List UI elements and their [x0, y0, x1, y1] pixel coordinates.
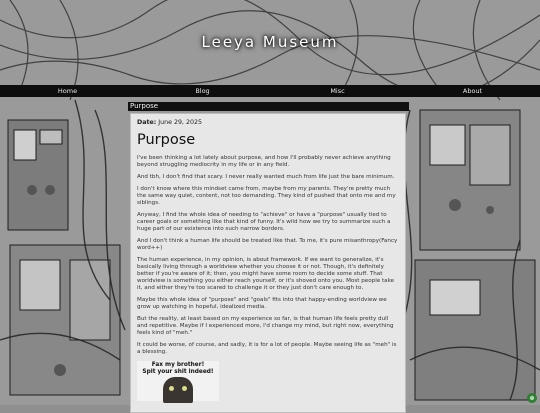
- meme-caption-line: Fax my brother!: [151, 362, 205, 368]
- nav-home-link[interactable]: Home: [57, 87, 78, 95]
- meme-image: [137, 361, 219, 401]
- nav-misc-link[interactable]: Misc: [330, 87, 345, 95]
- post-paragraph: And tbh, I don't find that scary. I never really wanted much from life just the bare minimum.: [137, 174, 395, 180]
- post-paragraph: Maybe this whole idea of "purpose" and "goals" fits into that happy-ending worldview we grow up watching in hopeful, idealized media.: [137, 297, 387, 310]
- post-paragraph: But the reality, at least based on my experience so far, is that human life feels pretty dull and repetitive. Maybe if I experienced more, I'd change my mind, but right now, everything feels kind of "meh.": [137, 316, 394, 336]
- corner-logo-icon: [526, 392, 538, 404]
- post-paragraph: The human experience, in my opinion, is about framework. If we want to generalize, it's basically living through a worldview whether you choose it or not. Though, it's definitely better if you're aware of it; then, you might have some room to decide some stuff. That worldview is something you either reach yourself, or it's shoved onto you. Most people take it, and either they're too scared to challenge it or they just don't care enough to.: [137, 257, 395, 291]
- site-title[interactable]: Leeya Museum: [201, 33, 339, 51]
- post-paragraph: I don't know where this mindset came from, maybe from my parents. They're pretty much the same way quiet, content, not too demanding. They kind of pushed that onto me and my siblings.: [137, 186, 396, 206]
- post-date: [137, 119, 399, 126]
- main-nav: [0, 85, 540, 97]
- post-date-value: June 29, 2025: [158, 119, 203, 126]
- nav-blog-link[interactable]: Blog: [195, 87, 210, 95]
- cat-eye: [182, 386, 187, 391]
- breadcrumb-bar: [128, 102, 409, 111]
- post-paragraph: I've been thinking a lot lately about purpose, and how I'll probably never achieve anything beyond struggling mediocrity in my life or in any field.: [137, 155, 391, 168]
- nav-about-link[interactable]: About: [462, 87, 483, 95]
- post-paragraph: And I don't think a human life should be treated like that. To me, it's pure misanthropy(Fancy word++): [137, 238, 398, 251]
- breadcrumb: Purpose: [130, 102, 159, 110]
- cat-figure: [163, 377, 193, 403]
- post-date-label: Date:: [137, 119, 157, 126]
- post-title: Purpose: [137, 132, 196, 148]
- cat-eye: [169, 386, 174, 391]
- meme-caption-line: Spit your shit indeed!: [142, 369, 214, 375]
- meme-caption: [137, 362, 219, 376]
- post-paragraph: Anyway, I find the whole idea of needing to "achieve" or have a "purpose" usually tied to career goals or something like that kind of funny. It's wild how we try to summarize such a huge part of our existence into such narrow borders.: [137, 212, 391, 232]
- post-paragraph: It could be worse, of course, and sadly, it is for a lot of people. Maybe seeing life as "meh" is a blessing.: [137, 342, 397, 355]
- post-card: [130, 113, 406, 413]
